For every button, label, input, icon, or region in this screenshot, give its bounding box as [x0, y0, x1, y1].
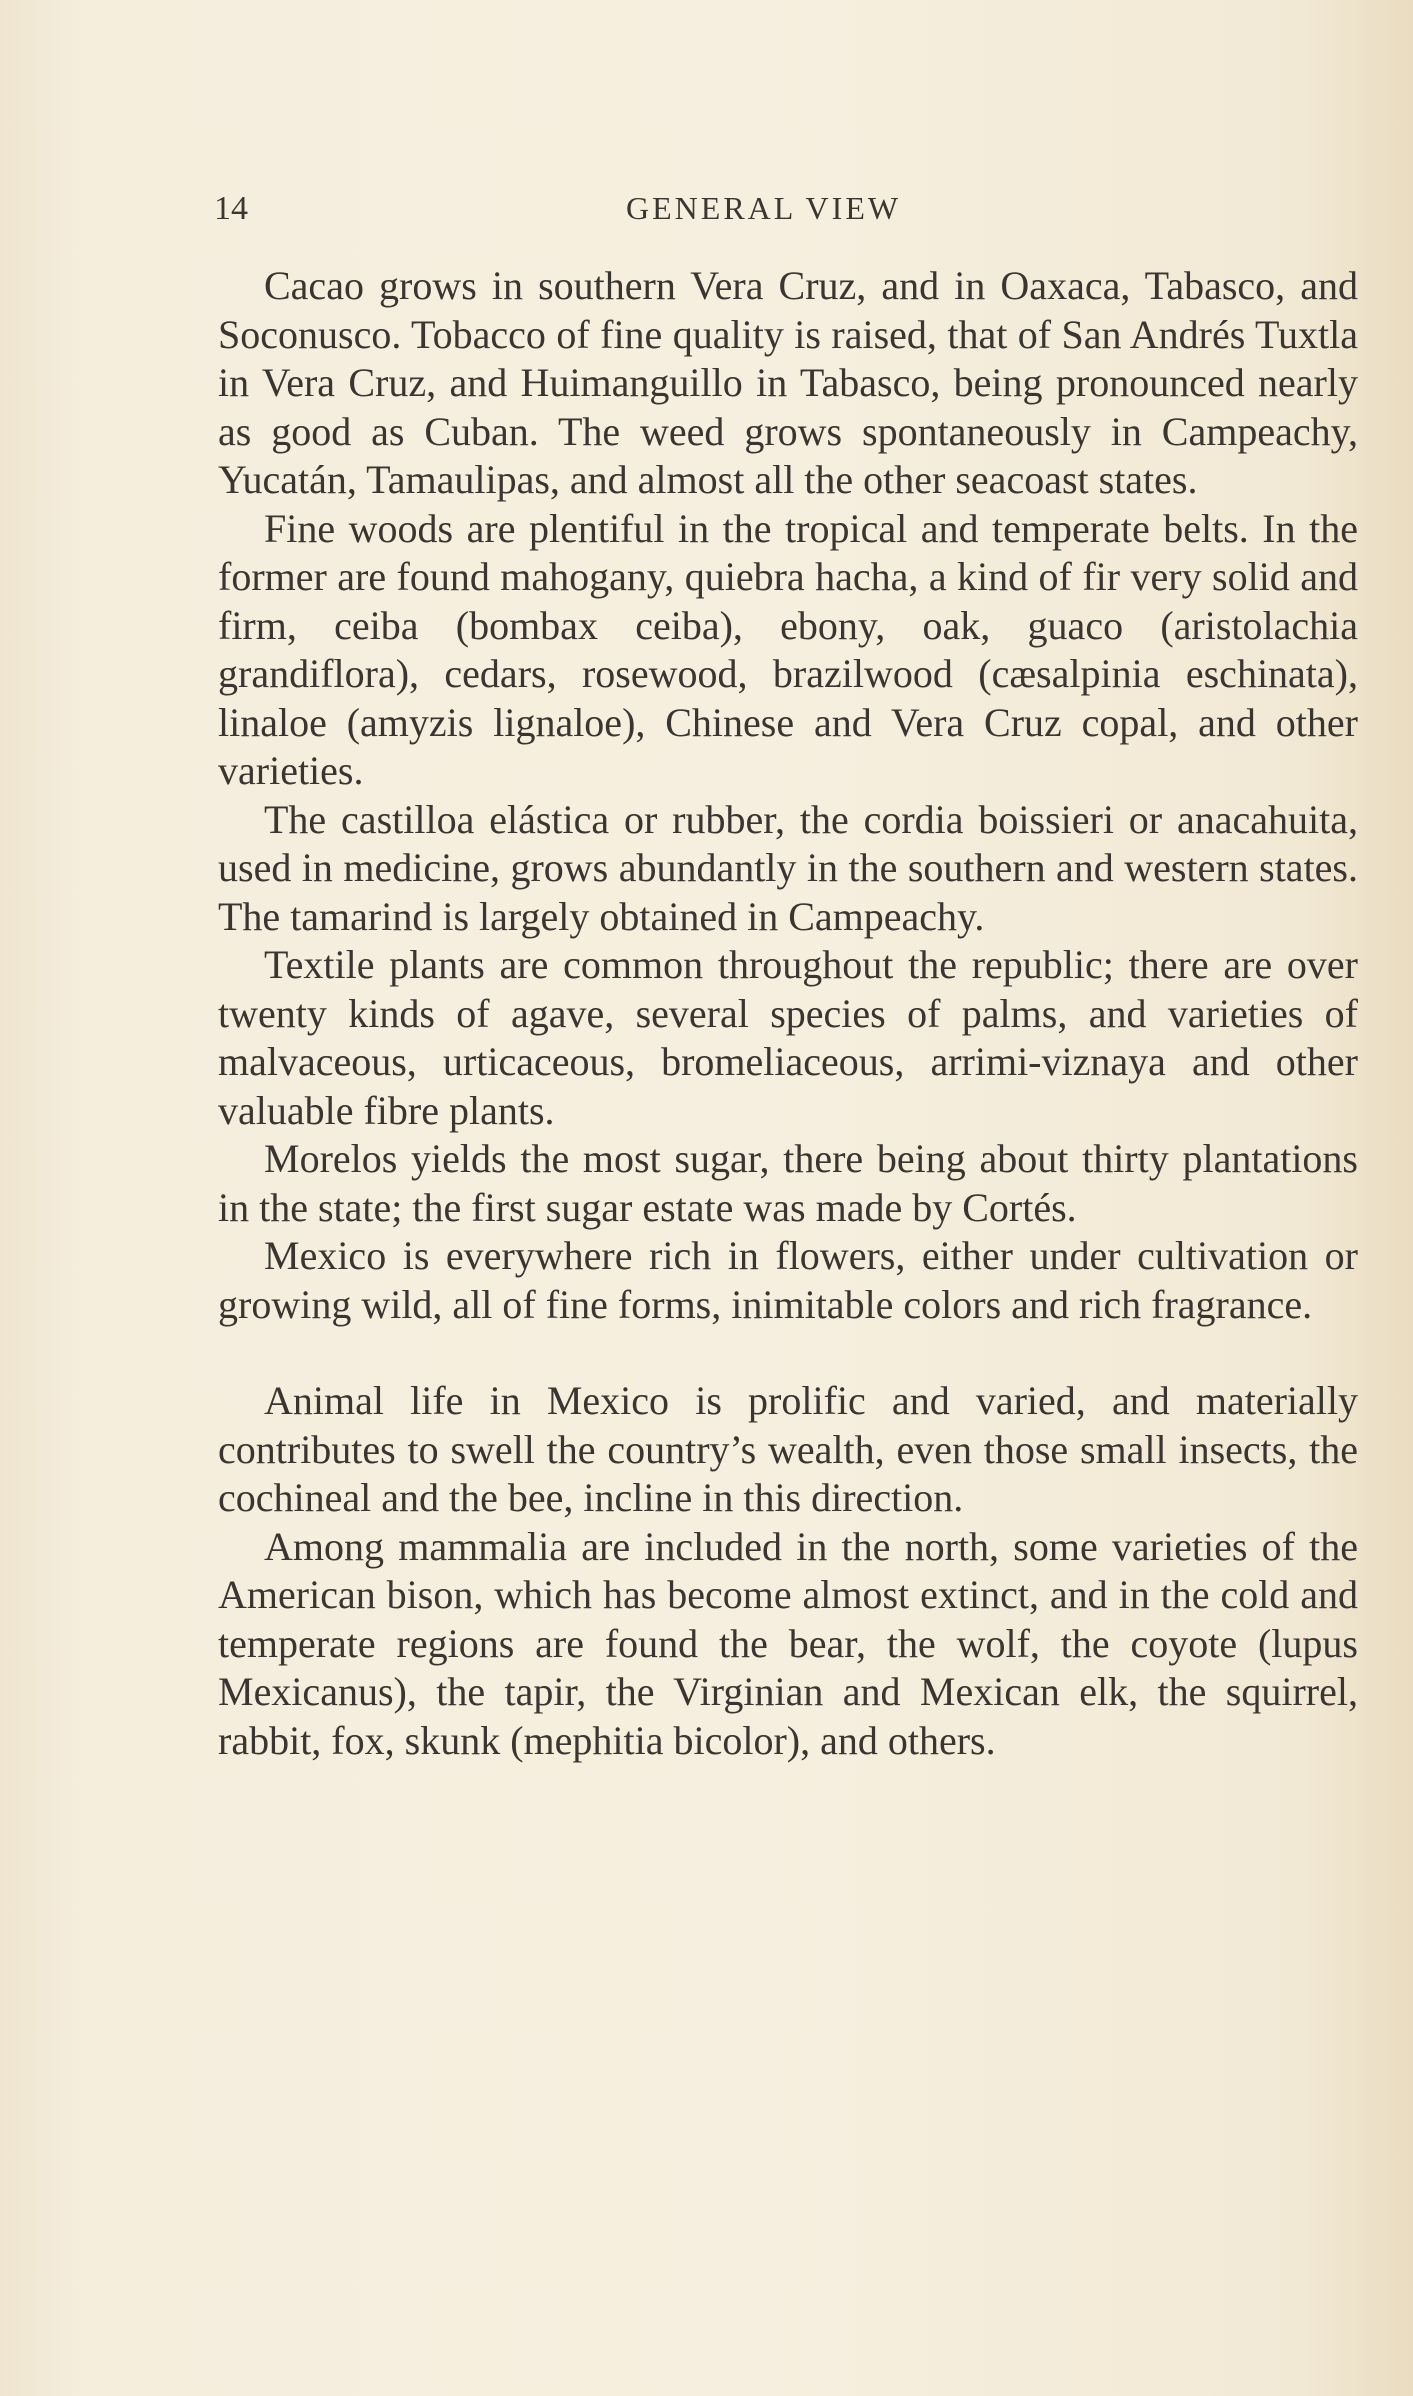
- page-number: 14: [214, 190, 248, 227]
- paragraph-sugar: Morelos yields the most sugar, there being about thirty plantations in the state; the first sugar estate was made by Cortés.: [218, 1136, 1358, 1230]
- paragraph-animal-life: Animal life in Mexico is prolific and varied, and materially contributes to swell the country’s wealth, even those small insects, the cochineal and the bee, incline in this direction.: [218, 1378, 1358, 1520]
- paragraph-cacao-tobacco: Cacao grows in southern Vera Cruz, and in Oaxaca, Tabasco, and Soconusco. Tobacco of fine quality is raised, that of San Andrés Tuxtla in Vera Cruz, and Huimanguillo in Tabasco, being pronounced nearly as good as Cuban. The weed grows spontaneously in Campeachy, Yucatán, Tamaulipas, and almost all the other seacoast states.: [218, 263, 1358, 502]
- paragraph-flowers: Mexico is everywhere rich in flowers, either under cultivation or growing wild, all of fine forms, inimitable colors and rich fragrance.: [218, 1233, 1358, 1327]
- paragraph-mammalia: Among mammalia are included in the north, some varieties of the American bison, which has become almost extinct, and in the cold and temperate regions are found the bear, the wolf, the coyote (lupus Mexicanus), the tapir, the Virginian and Mexican elk, the squirrel, rabbit, fox, skunk (mephitia bicolor), and others.: [218, 1523, 1358, 1763]
- page-header: [214, 190, 1364, 238]
- running-head: GENERAL VIEW: [626, 190, 902, 226]
- paragraph-rubber: The castilloa elástica or rubber, the cordia boissieri or anacahuita, used in medicine, grows abundantly in the southern and western states. The tamarind is largely obtained in Campeachy.: [218, 796, 1358, 939]
- body-text: [218, 262, 1358, 1765]
- paragraph-textile-plants: Textile plants are common throughout the republic; there are over twenty kinds of agave, several species of palms, and varieties of malvaceous, urticaceous, bromeliaceous, arrimi-viznaya and other valuable fibre plants.: [218, 942, 1358, 1133]
- paragraph-fine-woods: Fine woods are plentiful in the tropical and temperate belts. In the former are found mahogany, quiebra hacha, a kind of fir very solid and firm, ceiba (bombax ceiba), ebony, oak, guaco (aristolachia grandiflora), cedars, rosewood, brazilwood (cæsalpinia eschinata), linaloe (amyzis lignaloe), Chinese and Vera Cruz copal, and other varieties.: [218, 505, 1358, 793]
